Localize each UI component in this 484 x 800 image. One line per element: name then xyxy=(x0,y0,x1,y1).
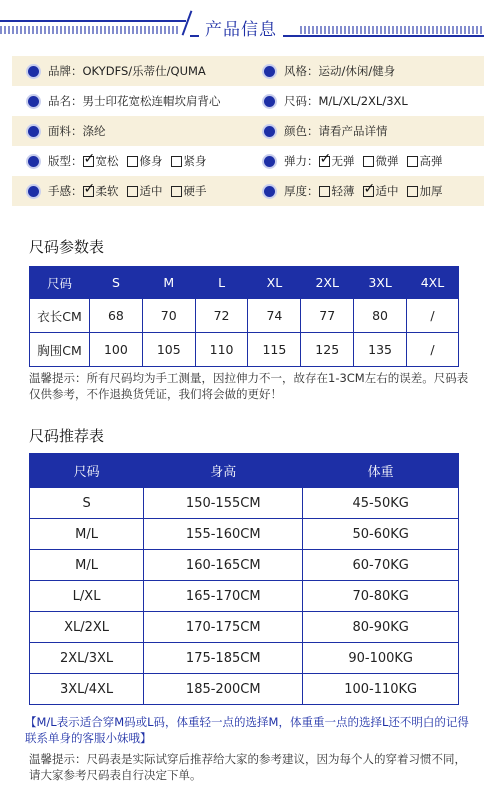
name-value: 男士印花宽松连帽坎肩背心 xyxy=(82,94,221,108)
info-row xyxy=(12,86,484,116)
fit-cell xyxy=(12,146,258,176)
color-label: 颜色： xyxy=(284,124,319,138)
table-cell: 50-60KG xyxy=(303,519,459,550)
elastic-option[interactable] xyxy=(319,153,355,169)
option-label: 轻薄 xyxy=(331,184,355,198)
table-header-cell: 尺码 xyxy=(30,267,90,299)
bullet-icon xyxy=(264,96,275,107)
table-cell: 68 xyxy=(90,299,143,333)
table-cell: 2XL/3XL xyxy=(30,643,144,674)
table-cell: 74 xyxy=(248,299,301,333)
checkbox-icon[interactable] xyxy=(319,156,330,167)
checkbox-icon[interactable] xyxy=(407,156,418,167)
table-header-cell: 体重 xyxy=(303,454,459,488)
brand-label: 品牌： xyxy=(48,64,83,78)
table-cell: 185-200CM xyxy=(144,674,303,705)
bullet-icon xyxy=(28,96,39,107)
checkbox-icon[interactable] xyxy=(171,156,182,167)
bullet-icon xyxy=(28,156,39,167)
fabric-cell xyxy=(12,116,258,146)
option-label: 无弹 xyxy=(331,154,355,168)
table-header-cell: 4XL xyxy=(406,267,458,299)
color-value: 请看产品详情 xyxy=(318,124,388,138)
table-header-cell: 2XL xyxy=(301,267,354,299)
checkbox-icon[interactable] xyxy=(127,186,138,197)
checkbox-icon[interactable] xyxy=(171,186,182,197)
table-cell: 70-80KG xyxy=(303,581,459,612)
table-header-cell: M xyxy=(142,267,195,299)
bullet-icon xyxy=(264,126,275,137)
fit-option[interactable] xyxy=(127,153,163,169)
elastic-label: 弹力： xyxy=(284,154,319,168)
brand-cell xyxy=(12,56,258,86)
table-cell: 胸围CM xyxy=(30,333,90,367)
table-cell: 90-100KG xyxy=(303,643,459,674)
fit-option[interactable] xyxy=(171,153,207,169)
table-cell: 150-155CM xyxy=(144,488,303,519)
option-label: 修身 xyxy=(139,154,163,168)
table-cell: S xyxy=(30,488,144,519)
product-info xyxy=(12,56,484,206)
table-row xyxy=(30,674,459,705)
header-line-left xyxy=(0,20,186,22)
table-cell: 3XL/4XL xyxy=(30,674,144,705)
feel-option[interactable] xyxy=(83,183,119,199)
color-cell xyxy=(258,116,484,146)
option-label: 微弹 xyxy=(375,154,399,168)
table-header-cell: 3XL xyxy=(354,267,407,299)
size-table-title: 尺码参数表 xyxy=(29,238,105,256)
table-cell: 175-185CM xyxy=(144,643,303,674)
table-row xyxy=(30,643,459,674)
table-cell: 100 xyxy=(90,333,143,367)
checkbox-icon[interactable] xyxy=(363,156,374,167)
table-header-cell: S xyxy=(90,267,143,299)
table-cell: 165-170CM xyxy=(144,581,303,612)
bullet-icon xyxy=(28,126,39,137)
table-header-cell: 尺码 xyxy=(30,454,144,488)
header-decoration-right xyxy=(300,26,484,34)
fabric-value: 涤纶 xyxy=(82,124,106,138)
table-cell: 135 xyxy=(354,333,407,367)
thickness-option[interactable] xyxy=(319,183,355,199)
feel-cell xyxy=(12,176,258,206)
style-label: 风格： xyxy=(284,64,319,78)
info-row xyxy=(12,176,484,206)
table-cell: 155-160CM xyxy=(144,519,303,550)
style-cell xyxy=(258,56,484,86)
fit-option[interactable] xyxy=(83,153,119,169)
feel-label: 手感： xyxy=(48,184,83,198)
header-decoration-left xyxy=(0,26,180,34)
bullet-icon xyxy=(28,186,39,197)
table-header-cell: 身高 xyxy=(144,454,303,488)
info-row xyxy=(12,56,484,86)
table-cell: M/L xyxy=(30,550,144,581)
recommend-table xyxy=(29,453,459,705)
bullet-icon xyxy=(264,66,275,77)
option-label: 硬手 xyxy=(183,184,207,198)
recommend-table-title: 尺码推荐表 xyxy=(29,427,105,445)
checkbox-icon[interactable] xyxy=(319,186,330,197)
fabric-label: 面料： xyxy=(48,124,83,138)
bullet-icon xyxy=(264,186,275,197)
feel-option[interactable] xyxy=(171,183,207,199)
table-row xyxy=(30,581,459,612)
table-cell: 105 xyxy=(142,333,195,367)
thickness-label: 厚度： xyxy=(284,184,319,198)
table-cell: 80-90KG xyxy=(303,612,459,643)
option-label: 适中 xyxy=(139,184,163,198)
recommend-table-note: 温馨提示：尺码表是实际试穿后推荐给大家的参考建议，因为每个人的穿着习惯不同，请大家参考尺码表自行决定下单。 xyxy=(29,752,466,782)
name-cell xyxy=(12,86,258,116)
table-cell: L/XL xyxy=(30,581,144,612)
table-cell: / xyxy=(406,299,458,333)
fit-label: 版型： xyxy=(48,154,83,168)
checkbox-icon[interactable] xyxy=(363,186,374,197)
style-value: 运动/休闲/健身 xyxy=(318,64,396,78)
table-cell: / xyxy=(406,333,458,367)
brand-value: OKYDFS/乐蒂仕/QUMA xyxy=(82,64,206,78)
checkbox-icon[interactable] xyxy=(407,186,418,197)
size-label: 尺码： xyxy=(284,94,319,108)
table-row xyxy=(30,519,459,550)
table-cell: 125 xyxy=(301,333,354,367)
size-cell xyxy=(258,86,484,116)
table-header-cell: L xyxy=(195,267,248,299)
checkbox-icon[interactable] xyxy=(83,156,94,167)
table-cell: 72 xyxy=(195,299,248,333)
checkbox-icon[interactable] xyxy=(83,186,94,197)
table-cell: 衣长CM xyxy=(30,299,90,333)
table-cell: 160-165CM xyxy=(144,550,303,581)
table-row xyxy=(30,299,459,333)
checkbox-icon[interactable] xyxy=(127,156,138,167)
table-header-row xyxy=(30,267,459,299)
table-cell: XL/2XL xyxy=(30,612,144,643)
option-label: 加厚 xyxy=(419,184,443,198)
elastic-option[interactable] xyxy=(407,153,443,169)
size-hint-note: 【M/L表示适合穿M码或L码，体重轻一点的选择M，体重重一点的选择L还不明白的记得联系单身的客服小妹哦】 xyxy=(25,715,469,745)
feel-option[interactable] xyxy=(127,183,163,199)
table-cell: 60-70KG xyxy=(303,550,459,581)
table-cell: 170-175CM xyxy=(144,612,303,643)
elastic-option[interactable] xyxy=(363,153,399,169)
option-label: 柔软 xyxy=(95,184,119,198)
thickness-option[interactable] xyxy=(407,183,443,199)
table-cell: 80 xyxy=(354,299,407,333)
header-slash xyxy=(182,10,193,35)
table-cell: 70 xyxy=(142,299,195,333)
table-cell: M/L xyxy=(30,519,144,550)
bullet-icon xyxy=(264,156,275,167)
option-label: 高弹 xyxy=(419,154,443,168)
table-cell: 100-110KG xyxy=(303,674,459,705)
option-label: 紧身 xyxy=(183,154,207,168)
info-row xyxy=(12,146,484,176)
size-value: M/L/XL/2XL/3XL xyxy=(318,94,408,108)
info-row xyxy=(12,116,484,146)
page-title: 产品信息 xyxy=(199,15,283,40)
table-row xyxy=(30,333,459,367)
table-row xyxy=(30,612,459,643)
name-label: 品名： xyxy=(48,94,83,108)
table-header-cell: XL xyxy=(248,267,301,299)
thickness-cell xyxy=(258,176,484,206)
table-row xyxy=(30,488,459,519)
table-cell: 110 xyxy=(195,333,248,367)
thickness-option[interactable] xyxy=(363,183,399,199)
table-cell: 115 xyxy=(248,333,301,367)
size-table xyxy=(29,266,459,367)
option-label: 适中 xyxy=(375,184,399,198)
section-header xyxy=(0,0,484,44)
size-table-note: 温馨提示：所有尺码均为手工测量，因拉伸力不一，故存在1-3CM左右的误差。尺码表仅供参考，不作退换货凭证，我们将会做的更好！ xyxy=(29,371,469,401)
bullet-icon xyxy=(28,66,39,77)
elastic-cell xyxy=(258,146,484,176)
option-label: 宽松 xyxy=(95,154,119,168)
table-cell: 77 xyxy=(301,299,354,333)
table-row xyxy=(30,550,459,581)
table-cell: 45-50KG xyxy=(303,488,459,519)
table-header-row xyxy=(30,454,459,488)
